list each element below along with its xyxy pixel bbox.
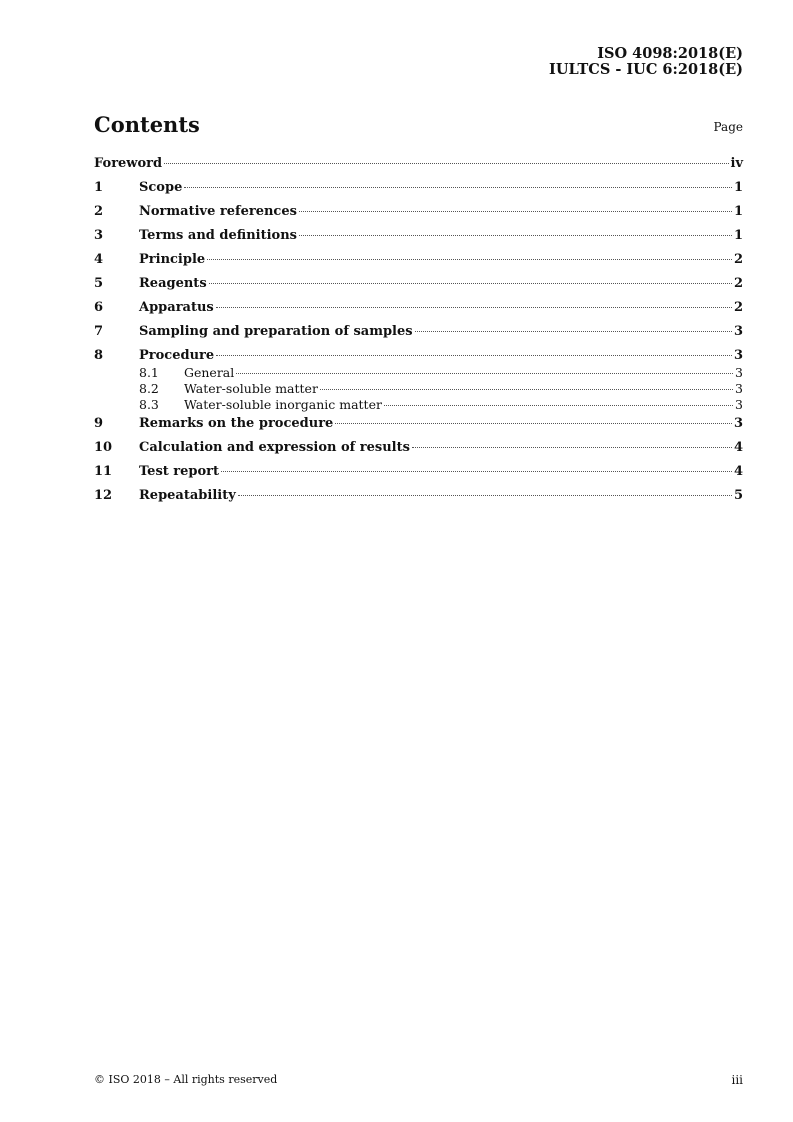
toc-subentry-water-soluble-matter[interactable] (94, 381, 743, 397)
toc-entry-number: 5 (94, 276, 104, 291)
toc-entry-number: 1 (94, 180, 104, 195)
toc-leader-dots (221, 471, 732, 472)
toc-entry-page: 2 (733, 276, 743, 291)
toc-entry-page: 1 (733, 180, 743, 195)
toc-entry-text: Apparatus (139, 300, 214, 315)
toc-entry-page: 3 (733, 416, 743, 431)
toc-entry-number: 8.1 (139, 365, 159, 380)
toc-entry-page: 2 (733, 252, 743, 267)
toc-entry-remarks[interactable] (94, 416, 743, 440)
toc-entry-page: 4 (733, 440, 743, 455)
toc-leader-dots (384, 405, 733, 406)
page-title: Contents (94, 112, 200, 137)
toc-leader-dots (184, 187, 732, 188)
toc-entry-text: Terms and definitions (139, 228, 297, 243)
toc-entry-text: Principle (139, 252, 206, 267)
toc-entry-page: 3 (735, 381, 743, 396)
toc-entry-text: Scope (139, 180, 183, 195)
contents-title-row (94, 112, 743, 138)
toc-entry-page: 1 (733, 204, 743, 219)
toc-leader-dots (412, 447, 732, 448)
toc-leader-dots (335, 423, 732, 424)
toc-entry-repeatability[interactable] (94, 488, 743, 512)
toc-entry-page: 3 (735, 397, 743, 412)
toc-entry-terms-and-definitions[interactable] (94, 228, 743, 252)
toc-entry-text: Foreword (94, 156, 163, 171)
toc-entry-number: 8 (94, 348, 104, 363)
toc-entry-sampling[interactable] (94, 324, 743, 348)
page-column-label: Page (713, 120, 743, 134)
toc-entry-number: 4 (94, 252, 104, 267)
toc-entry-text: Test report (139, 464, 220, 479)
toc-entry-number: 8.2 (139, 381, 159, 396)
toc-leader-dots (299, 211, 732, 212)
document-header (549, 46, 743, 78)
toc-leader-dots (216, 307, 732, 308)
toc-entry-number: 7 (94, 324, 104, 339)
toc-entry-page: iv (730, 156, 743, 171)
toc-entry-page: 5 (733, 488, 743, 503)
toc-entry-text: Procedure (139, 348, 215, 363)
toc-entry-text: Remarks on the procedure (139, 416, 334, 431)
toc-entry-reagents[interactable] (94, 276, 743, 300)
toc-entry-text: Reagents (139, 276, 207, 291)
toc-entry-page: 2 (733, 300, 743, 315)
toc-entry-scope[interactable] (94, 180, 743, 204)
toc-entry-page: 3 (733, 348, 743, 363)
toc-entry-procedure[interactable] (94, 348, 743, 365)
toc-entry-number: 2 (94, 204, 104, 219)
copyright-notice: © ISO 2018 – All rights reserved (94, 1073, 278, 1086)
toc-leader-dots (320, 389, 733, 390)
page-number: iii (731, 1073, 743, 1087)
toc-entry-text: Water-soluble inorganic matter (184, 397, 382, 412)
toc-entry-text: Repeatability (139, 488, 236, 503)
toc-leader-dots (164, 163, 728, 164)
toc-entry-number: 6 (94, 300, 104, 315)
toc-subentry-general[interactable] (94, 365, 743, 381)
toc-entry-number: 10 (94, 440, 113, 455)
toc-entry-apparatus[interactable] (94, 300, 743, 324)
toc-entry-number: 11 (94, 464, 113, 479)
toc-entry-calculation[interactable] (94, 440, 743, 464)
toc-entry-page: 3 (735, 365, 743, 380)
toc-entry-page: 3 (733, 324, 743, 339)
table-of-contents (94, 156, 743, 512)
toc-entry-text: Sampling and preparation of samples (139, 324, 413, 339)
toc-entry-text: Calculation and expression of results (139, 440, 410, 455)
toc-entry-number: 3 (94, 228, 104, 243)
toc-entry-number: 8.3 (139, 397, 159, 412)
toc-entry-text: Normative references (139, 204, 297, 219)
toc-entry-page: 1 (733, 228, 743, 243)
toc-entry-number: 9 (94, 416, 104, 431)
toc-leader-dots (216, 355, 732, 356)
toc-entry-test-report[interactable] (94, 464, 743, 488)
toc-leader-dots (415, 331, 732, 332)
toc-leader-dots (236, 373, 733, 374)
toc-leader-dots (207, 259, 732, 260)
standard-number-iultcs: IULTCS - IUC 6:2018(E) (549, 61, 743, 78)
toc-leader-dots (299, 235, 732, 236)
toc-entry-normative-references[interactable] (94, 204, 743, 228)
toc-subentry-water-soluble-inorganic-matter[interactable] (94, 397, 743, 416)
toc-entry-foreword[interactable] (94, 156, 743, 180)
toc-entry-principle[interactable] (94, 252, 743, 276)
standard-number: ISO 4098:2018(E) (597, 45, 743, 62)
toc-entry-text: General (184, 365, 235, 380)
toc-entry-number: 12 (94, 488, 113, 503)
toc-entry-text: Water-soluble matter (184, 381, 318, 396)
toc-leader-dots (209, 283, 732, 284)
toc-leader-dots (238, 495, 732, 496)
toc-entry-page: 4 (733, 464, 743, 479)
